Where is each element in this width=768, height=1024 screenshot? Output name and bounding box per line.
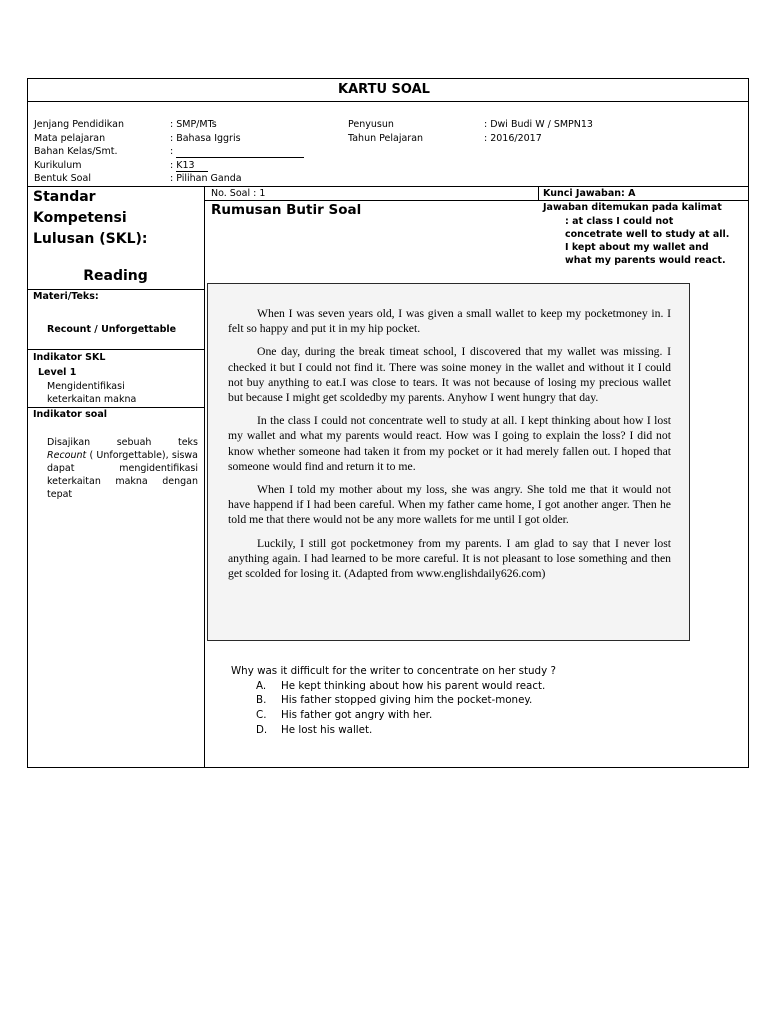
option-text: He kept thinking about how his parent would react. (281, 679, 546, 692)
indikator-soal-line1: Disajikan sebuah teks (47, 437, 198, 448)
options-list (231, 679, 731, 738)
header-right-labels (348, 118, 423, 145)
option-a[interactable] (256, 679, 731, 694)
materi-value: Recount / Unforgettable (47, 324, 177, 335)
indikator-skl-label: Indikator SKL (33, 352, 106, 363)
passage-paragraph: Luckily, I still got pocketmoney from my parents. I am glad to say that I never lost anything again. I had learned to be more careful. It is not pleasant to lose something and then get scolded for losing it. (Adapted from www.englishdaily626.com) (228, 536, 671, 581)
header-value: : Bahasa Iggris (170, 132, 241, 144)
card-title: KARTU SOAL (338, 82, 430, 97)
kunci-jawaban: Kunci Jawaban: A (543, 188, 636, 199)
passage-paragraph: One day, during the break timeat school, I discovered that my wallet was missing. I checked it but I could not find it. There was soine money in the wallet and without it I could not buy anything to eat.I was close to tears. It was not because of losing my precious wallet but because I might get scoldedby my parents. Anyhow I went hungry that day. (228, 345, 671, 405)
option-c[interactable] (256, 708, 731, 723)
indikator-soal-rest-text: ( Unforgettable), siswa dapat mengidentifikasi keterkaitan makna dengan tepat (47, 450, 198, 500)
header-value: : Pilihan Ganda (170, 173, 242, 184)
indikator-skl-desc-line: Mengidentifikasi (47, 381, 125, 392)
passage-paragraph: When I told my mother about my loss, she was angry. She told me that it would not have happend if I had been careful. When my father came home, I got another anger. Then he told me that there would not be any more wallets for me until I got older. (228, 483, 671, 527)
option-text: He lost his wallet. (281, 723, 373, 736)
header-label: Penyusun (348, 119, 394, 130)
option-letter: D. (256, 723, 268, 736)
kurikulum-underline (176, 171, 208, 172)
skl-heading-line: Lulusan (SKL): (33, 231, 148, 247)
indikator-soal-recount: Recount (47, 450, 87, 461)
header-value: : Dwi Budi W / SMPN13 (484, 119, 593, 130)
option-text: His father stopped giving him the pocket-money. (281, 694, 533, 707)
option-letter: C. (256, 709, 267, 722)
header-left-labels (34, 118, 124, 186)
blank-underline (176, 157, 304, 158)
no-soal: No. Soal : 1 (211, 188, 266, 199)
indikator-skl-desc (47, 380, 136, 406)
skl-heading-line: Standar (33, 189, 96, 205)
materi-label: Materi/Teks: (33, 291, 99, 302)
header-value: : (170, 146, 174, 157)
header-value: : SMP/MTs (170, 119, 217, 130)
header-label: Bentuk Soal (34, 173, 91, 184)
header-label: Mata pelajaran (34, 132, 106, 144)
header-left-values (170, 118, 242, 186)
header-right-values (484, 118, 593, 145)
skl-heading-line: Kompetensi (33, 210, 127, 226)
jawaban-line: I kept about my wallet and (565, 242, 709, 253)
passage-paragraph: When I was seven years old, I was given a small wallet to keep my pocketmoney in. I felt so happy and put it in my hip pocket. (228, 307, 671, 336)
jawaban-intro: Jawaban ditemukan pada kalimat (543, 202, 722, 213)
indikator-soal-rest (47, 449, 198, 501)
question-text: Why was it difficult for the writer to concentrate on her study ? (231, 665, 556, 677)
indikator-skl-level: Level 1 (38, 367, 77, 378)
jawaban-line: concetrate well to study at all. (565, 229, 730, 240)
header-label: Jenjang Pendidikan (34, 119, 124, 130)
option-letter: A. (256, 679, 267, 692)
header-value: : 2016/2017 (484, 132, 542, 144)
jawaban-line: what my parents would react. (565, 255, 726, 266)
option-d[interactable] (256, 723, 731, 738)
option-b[interactable] (256, 693, 731, 708)
indikator-soal-label: Indikator soal (33, 409, 107, 420)
indikator-soal-text (47, 436, 198, 501)
rumusan-title: Rumusan Butir Soal (211, 202, 362, 218)
jawaban-line: : at class I could not (565, 216, 674, 227)
header-value: : K13 (170, 159, 195, 171)
title-divider (27, 101, 749, 102)
option-text: His father got angry with her. (281, 709, 433, 722)
skl-heading (33, 187, 148, 250)
kunci-divider (538, 186, 539, 201)
header-label: Tahun Pelajaran (348, 132, 424, 144)
passage-paragraph: In the class I could not concentrate well to study at all. I kept thinking about how I lost my wallet and what my parents would react. How was I going to explain the loss? I did not know whether someone had taken it from my pocket or it had merely fallen out. I hoped that someone would find and return it to me. (228, 414, 671, 473)
reading-passage (207, 283, 690, 641)
jawaban-lines (565, 215, 729, 267)
indikator-skl-desc-line: keterkaitan makna (47, 394, 137, 405)
question-block (231, 664, 731, 738)
materi-divider (27, 349, 204, 350)
skl-skill: Reading (83, 268, 148, 284)
header-label: Kurikulum (34, 159, 82, 171)
header-label: Bahan Kelas/Smt. (34, 146, 118, 157)
option-letter: B. (256, 694, 267, 707)
